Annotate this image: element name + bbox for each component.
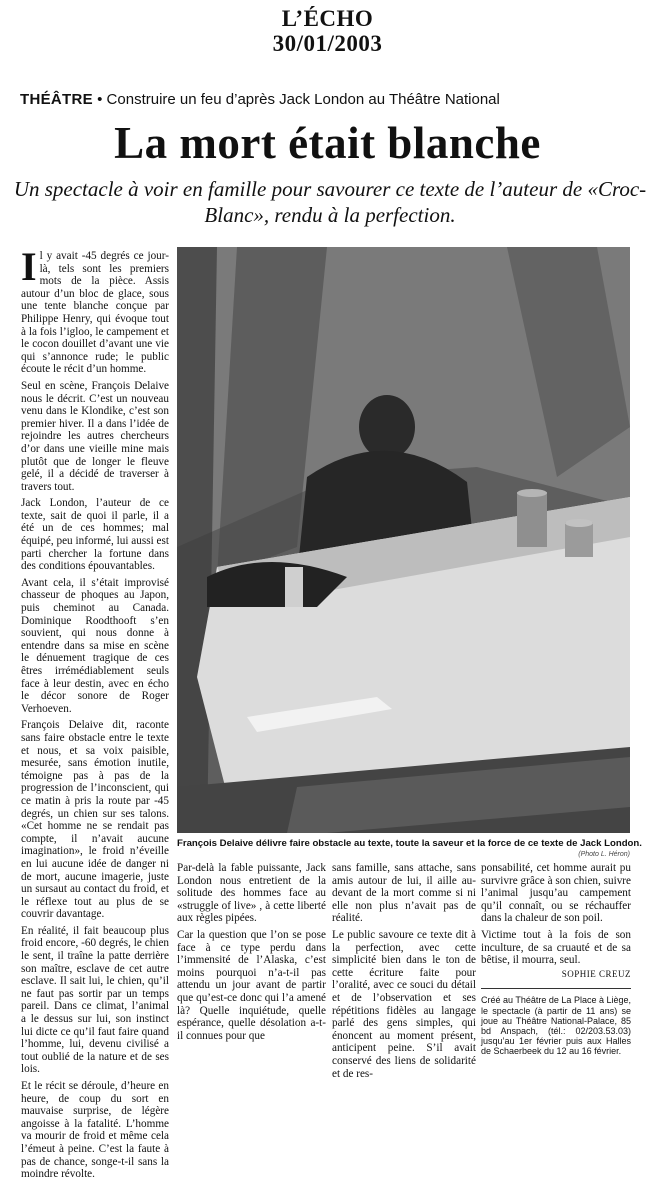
practical-info: Créé au Théâtre de La Place à Liège, le spectacle (à partir de 11 ans) se joue au Théâtre National-Palace, 85 bd Anspach, (tél.: 02/203.53.03) jusqu’au 1er février puis aux Halles de Schaerbeek du 12 au 16 février. [481,995,631,1057]
article-column-4 [481,862,631,1057]
paragraph: Jack London, l’auteur de ce texte, sait de quoi il parle, il a été un de ces hommes; mal équipé, peu informé, lui aussi est parti chercher la fortune dans des conditions épouvantables. [21,497,169,573]
paragraph: Car la question que l’on se pose face à ce type perdu dans l’immensité de l’Alaska, c’est moins pourquoi n’a-t-il pas attendu un jour avant de partir que qu’est-ce donc qui l’a amené là? Quelle inquiétude, quelle espérance, quelle désolation a-t-il connues pour que [177,928,326,1042]
rubric-text: Construire un feu d’après Jack London au Théâtre National [106,91,500,108]
paragraph: Le public savoure ce texte dit à la perfection, avec cette simplicité bien dans le ton de cette écriture faite pour l’oralité, avec ce souci du détail et de l’observation et ses répétitions fidèles au langage parlé des gens simples, qui énoncent au moment présent, anticipent peine. S’il avait conservé des liens de solidarité et de res- [332,928,476,1080]
photo-credit: (Photo L. Héron) [578,851,630,858]
paragraph: Avant cela, il s’était improvisé chasseur de phoques au Japon, puis cheminot au Canada. Dominique Roodthooft s’en souvient, qui nous donne à entendre dans sa mise en scène le dénuement tragique de ces êtres irrémédiablement seuls face à leur destin, avec en écho le décor sonore de Roger Verhoeven. [21,576,169,715]
stage-photo-illustration [177,247,630,833]
masthead [0,6,655,56]
paragraph: ponsabilité, cet homme aurait pu survivre grâce à son chien, suivre l’animal jusqu’au campement qu’il connaît, ou se réchauffer dans la chaleur de son poil. [481,862,631,925]
paragraph: Il y avait -45 degrés ce jour-là, tels sont les premiers mots de la pièce. Assis autour d’un bloc de glace, sous une tente blanche conçue par Philippe Henry, qui évoque tout à la fois l’igloo, le campement et le cocon douillet d’avant une vie qui s’annonce rude; le public écoute le récit d’un homme. [21,244,169,376]
paragraph: Victime tout à la fois de son inculture, de sa cruauté et de sa bêtise, il mourra, seul. [481,928,631,967]
paragraph: Et le récit se déroule, d’heure en heure, de coup du sort en mauvaise surprise, de légère angoisse à la fatalité. L’homme va mourir de froid et même cela l’émeut à peine. C’est la faute à pas de chance, songe-t-il sans la moindre révolte. [21,1080,169,1181]
divider [481,988,631,989]
subhead: Un spectacle à voir en famille pour savourer ce texte de l’auteur de «Croc-Blanc», rendu à la perfection. [13,177,647,227]
section-tag: THÉÂTRE [20,91,93,108]
paragraph: Par-delà la fable puissante, Jack London nous entretient de la solitude des hommes face au «struggle of live» , à cette liberté aux règles pipées. [177,862,326,925]
paragraph: François Delaive dit, raconte sans faire obstacle entre le texte et nous, et sa voix paisible, mesurée, sans émotion inutile, témoigne pas à pas de la progression de l’inconscient, qui ce matin à pris la route par -45 degrés, un chien sur ses talons. «Cet homme ne se rendait pas compte, il n’avait aucune imagination», le froid n’éveille en lui aucune idée de danger ni de mort, aucune imagerie, juste un sursaut au contact du froid, et le réflexe tout au plus de se couvrir davantage. [21,719,169,921]
headline: La mort était blanche [114,118,541,168]
bullet-separator: • [97,91,103,108]
author-signature: SOPHIE CREUZ [561,968,631,979]
article-column-1 [21,244,169,1181]
paragraph: En réalité, il fait beaucoup plus froid encore, -60 degrés, le chien le sent, il traîne la patte derrière son maître, esclave de cet autre esclave. Il sait lui, le chien, qu’il ne faut pas sortir par un temps pareil. Dans ce climat, l’animal a le dessus sur lui, son instinct lui dicte ce qu’il faut faire quand l’homme, lui, devenu civilisé a tout oublié de la nature et de ses lois. [21,924,169,1076]
publication-name: L’ÉCHO [281,6,374,31]
article-column-3 [332,862,476,1080]
rubric [20,91,650,108]
paragraph: sans famille, sans attache, sans amis autour de lui, il aille au-devant de la mort comme si ni elle non plus n’avait pas de réalité. [332,862,476,925]
photo-caption: François Delaive délivre faire obstacle au texte, toute la saveur et la force de ce texte de Jack London. [177,838,642,849]
paragraph: Seul en scène, François Delaive nous le décrit. C’est un nouveau venu dans le Klondike, c’est son premier hiver. Il a dans l’idée de rejoindre les autres chercheurs d’or dans une vieille mine mais plutôt que de longer le fleuve gelé, il a décidé de traverser à travers tout. [21,379,169,493]
stage-photo [177,247,630,833]
article-column-2 [177,862,326,1042]
publication-date: 30/01/2003 [272,31,383,56]
